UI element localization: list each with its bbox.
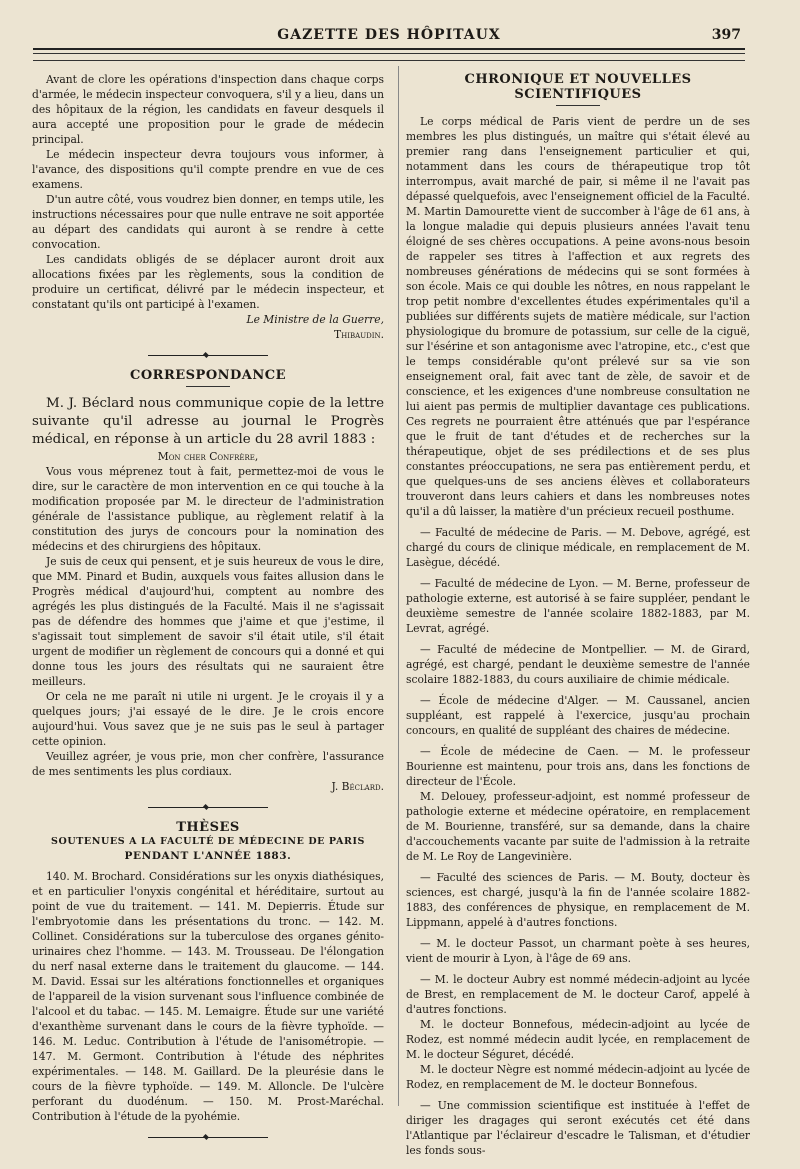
news-item: — M. le docteur Passot, un charmant poète à ses heures, vient de mourir à Lyon, à l'âge de 69 ans. (406, 937, 750, 965)
news-item: — Faculté de médecine de Montpellier. — M. de Girard, agrégé, est chargé, pendant le deuxième semestre de l'année scolaire 1882-1883, du cours auxiliaire de chimie médicale. (406, 643, 750, 686)
page-header (33, 27, 745, 47)
header-rule-bottom (33, 60, 745, 61)
correspondance-intro: M. J. Béclard nous communique copie de la lettre suivante qu'il adresse au journal le Progrès médical, en réponse à un article du 28 avril 1883 : (32, 396, 384, 447)
news-item: — Faculté de médecine de Lyon. — M. Berne, professeur de pathologie externe, est autorisé à se faire suppléer, pendant le deuxième semestre de l'année scolaire 1882-1883, par M. Levrat, agrégé. (406, 577, 750, 635)
section-ornament (148, 804, 268, 810)
obituary-paragraph: Le corps médical de Paris vient de perdre un de ses membres les plus distingués, un maître qui s'était élevé au premier rang dans l'enseignement particulier et qui, notamment dans les cours de thérapeutique trop tôt interrompus, avait marché de pair, si même il ne l'avait pas dépassé quelquefois, avec l'enseignement officiel de la Faculté. M. Martin Damourette vient de succomber à l'âge de 61 ans, à la longue maladie qui depuis plusieurs années l'avait tenu éloigné de ses chères occupations. A peine avons-nous besoin de rappeler ses titres à l'affection et aux regrets des nombreuses générations de médecins qui se sont formées à son école. Mais ce qui double les nôtres, en nous rappelant le trop petit nombre d'excellentes études expérimentales qu'il a publiées sur différents sujets de matière médicale, sur l'action physiologique du bromure de potassium, sur celle de la ciguë, sur l'ésérine et son antagonisme avec l'atropine, etc., c'est que le temps considérable qu'ont prélevé sur sa vie son enseignement oral, fait avec tant de zèle, de savoir et de conscience, et les exigences d'une nombreuse consultation ne lui aient pas permis de multiplier davantage ces publications. Ces regrets ne pourraient être atténués que par l'espérance que le fruit de tant d'études et de recherches sur la thérapeutique, objet de ses prédilections et de ses plus constantes préoccupations, ne sera pas entièrement perdu, et que quelques-uns de ses anciens élèves et collaborateurs trouveront dans leurs cahiers et dans les nombreuses notes qu'il a dû laisser, la matière d'un précieux recueil posthume. (406, 115, 750, 518)
right-column (406, 72, 750, 1158)
column-divider (398, 66, 399, 1106)
paragraph: Le médecin inspecteur devra toujours vous informer, à l'avance, des dispositions qu'il compte prendre en vue de ces examens. (32, 148, 384, 191)
header-rule (33, 48, 745, 50)
header-rule-thin (33, 53, 745, 54)
news-item: — Faculté des sciences de Paris. — M. Bouty, docteur ès sciences, est chargé, jusqu'à la fin de l'année scolaire 1882-1883, des conférences de physique, en remplacement de M. Lippmann, appelé à d'autres fonctions. (406, 871, 750, 929)
signature-name: Thibaudin. (334, 328, 384, 341)
signature-title: Le Ministre de la Guerre, (246, 313, 384, 326)
theses-subtitle-year: PENDANT L'ANNÉE 1883. (124, 850, 292, 862)
title-underline (556, 105, 600, 106)
paragraph: Avant de clore les opérations d'inspection dans chaque corps d'armée, le médecin inspecteur convoquera, s'il y a lieu, dans un des hôpitaux de la région, les candidats en faveur desquels il aura accepté une proposition pour le grade de médecin principal. (32, 73, 384, 146)
letter-signature: J. Béclard. (331, 780, 384, 793)
section-title-chronique: CHRONIQUE ET NOUVELLES SCIENTIFIQUES (464, 72, 692, 102)
news-item: — École de médecine de Caen. — M. le professeur Bourienne est maintenu, pour trois ans, dans les fonctions de directeur de l'École. (406, 745, 750, 788)
letter-paragraph: Or cela ne me paraît ni utile ni urgent. Je le croyais il y a quelques jours; j'ai essayé de le dire. Je le crois encore aujourd'hui. Vous savez que je ne suis pas le seul à partager cette opinion. (32, 690, 384, 748)
letter-paragraph: Je suis de ceux qui pensent, et je suis heureux de vous le dire, que MM. Pinard et Budin, auxquels vous faites allusion dans le Progrès médical d'aujourd'hui, comptent au nombre des agrégés les plus distingués de la Faculté. Mais il ne s'agissait pas de défendre des hommes que j'aime et que j'estime, il s'agissait tout simplement de savoir s'il était utile, s'il était urgent de modifier un règlement de concours qui a donné et qui donne tous les jours des résultats qui ne sauraient être meilleurs. (32, 555, 384, 688)
title-underline (186, 386, 230, 387)
section-ornament (148, 1134, 268, 1140)
news-item: — Une commission scientifique est instituée à l'effet de diriger les dragages qui seront exécutés cet été dans l'Atlantique par l'éclaireur d'escadre le Talisman, et d'étudier les fonds sous- (406, 1099, 750, 1157)
news-item: M. le docteur Nègre est nommé médecin-adjoint au lycée de Rodez, en remplacement de M. le docteur Bonnefous. (406, 1063, 750, 1091)
section-ornament (148, 352, 268, 358)
theses-subtitle: SOUTENUES A LA FACULTÉ DE MÉDECINE DE PARIS (51, 836, 365, 847)
journal-title: GAZETTE DES HÔPITAUX (277, 27, 501, 43)
left-column (32, 72, 384, 1150)
letter-paragraph: Veuillez agréer, je vous prie, mon cher confrère, l'assurance de mes sentiments les plus cordiaux. (32, 750, 384, 778)
theses-list: 140. M. Brochard. Considérations sur les onyxis diathésiques, et en particulier l'onyxis congénital et héréditaire, surtout au point de vue du traitement. — 141. M. Depierris. Étude sur l'embryotomie dans les présentations du tronc. — 142. M. Collinet. Considérations sur la tuberculose des organes génito-urinaires chez l'homme. — 143. M. Trousseau. De l'élongation du nerf nasal externe dans le traitement du glaucome. — 144. M. David. Essai sur les altérations fonctionnelles et organiques de l'appareil de la vision survenant sous l'influence combinée de l'alcool et du tabac. — 145. M. Lemaigre. Étude sur une variété d'exanthème survenant dans le cours de la fièvre typhoïde. — 146. M. Leduc. Contribution à l'étude de l'anisométropie. — 147. M. Germont. Contribution à l'étude des néphrites expérimentales. — 148. M. Gaillard. De la pleurésie dans le cours de la fièvre typhoïde. — 149. M. Alloncle. De l'ulcère perforant du duodénum. — 150. M. Prost-Maréchal. Contribution à l'étude de la pyohémie. (32, 870, 384, 1123)
section-title-correspondance: CORRESPONDANCE (129, 368, 287, 383)
news-item: M. Delouey, professeur-adjoint, est nommé professeur de pathologie externe et médecine opératoire, en remplacement de M. Bourienne, transféré, sur sa demande, dans la chaire d'accouchements vacante par suite de l'admission à la retraite de M. Le Roy de Langevinière. (406, 790, 750, 863)
section-title-theses: THÈSES (176, 820, 240, 835)
news-item: — M. le docteur Aubry est nommé médecin-adjoint au lycée de Brest, en remplacement de M. le docteur Carof, appelé à d'autres fonctions. (406, 973, 750, 1016)
news-item: — Faculté de médecine de Paris. — M. Debove, agrégé, est chargé du cours de clinique médicale, en remplacement de M. Lasègue, décédé. (406, 526, 750, 569)
paragraph: D'un autre côté, vous voudrez bien donner, en temps utile, les instructions nécessaires pour que nulle entrave ne soit apportée au départ des candidats qui auront à se rendre à cette convocation. (32, 193, 384, 251)
salutation: Mon cher Confrère, (157, 450, 259, 463)
paragraph: Les candidats obligés de se déplacer auront droit aux allocations fixées par les règlements, sous la condition de produire un certificat, délivré par le médecin inspecteur, et constatant qu'ils ont participé à l'examen. (32, 253, 384, 311)
news-item: — École de médecine d'Alger. — M. Caussanel, ancien suppléant, est rappelé à l'exercice, jusqu'au prochain concours, en qualité de suppléant des chaires de médecine. (406, 694, 750, 737)
news-item: M. le docteur Bonnefous, médecin-adjoint au lycée de Rodez, est nommé médecin audit lycée, en remplacement de M. le docteur Séguret, décédé. (406, 1018, 750, 1061)
letter-paragraph: Vous vous méprenez tout à fait, permettez-moi de vous le dire, sur le caractère de mon intervention en ce qui touche à la modification proposée par M. le directeur de l'administration générale de l'assistance publique, au règlement relatif à la constitution des jurys de concours pour la nomination des médecins et des chirurgiens des hôpitaux. (32, 465, 384, 553)
page-number: 397 (711, 27, 741, 43)
